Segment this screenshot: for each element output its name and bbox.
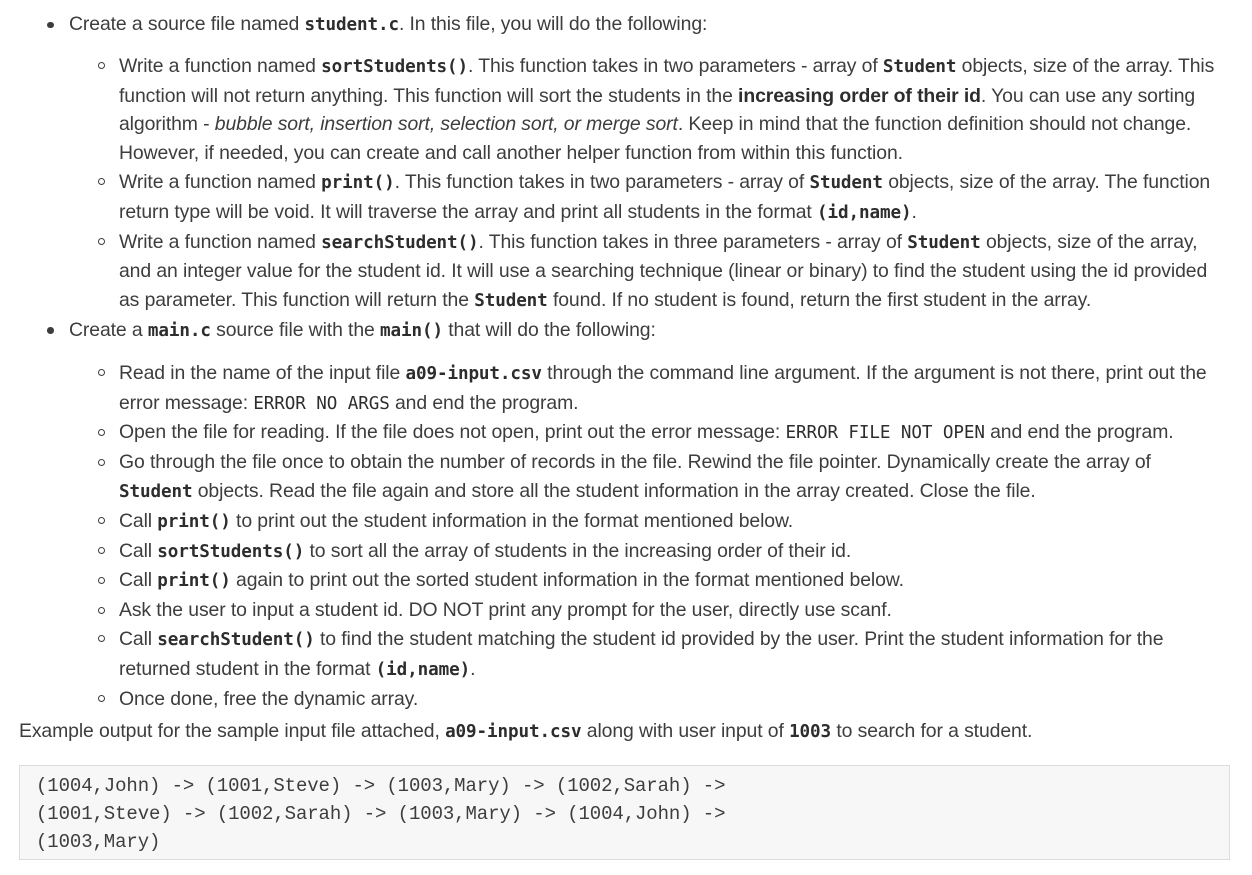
output-line: (1001,Steve) -> (1002,Sarah) -> (1003,Mary) -> (1004,John) -> <box>36 803 726 825</box>
main-list <box>0 10 1252 713</box>
sublist-item-ask-input: Ask the user to input a student id. DO NOT print any prompt for the user, directly use scanf. <box>119 596 1242 625</box>
output-line: (1003,Mary) <box>36 831 161 853</box>
student-c-sublist <box>119 52 1242 316</box>
main-c-sublist <box>119 359 1242 714</box>
sublist-item-read-records: Go through the file once to obtain the number of records in the file. Rewind the file pointer. Dynamically create the array of Student objects. Read the file again and store all the student information in the array created. Close the file. <box>119 448 1242 507</box>
sublist-item-sortstudents: Write a function named sortStudents(). This function takes in two parameters - array of Student objects, size of the array. This function will not return anything. This function will sort the students in the increasing order of their id. You can use any sorting algorithm - bubble sort, insertion sort, selection sort, or merge sort. Keep in mind that the function definition should not change. However, if needed, you can create and call another helper function from within this function. <box>119 52 1242 168</box>
list-item-main-c: Create a main.c source file with the main() that will do the following: Read in the name of the input file a09-input.csv through the command line argument. If the argument is not there, print out the error message: ERROR NO ARGS and end the program. Open the file for reading. If the file does not open, print out the error message: ERROR FILE NOT OPEN and end the program. Go through the file once to obtain the number of records in the file. Rewind the file pointer. Dynamically create the array of Student objects. Read the file again and store all the student information in the array created. Close the file. Call print() to print out the student information in the format mentioned below. Call sortStudents() to sort all the array of students in the increasing order of their id. Call print() again to print out the sorted student information in the format mentioned below. Ask the user to input a student id. DO NOT print any prompt for the user, directly use scanf. Call searchStudent() to find the student matching the student id provided by the user. Print the student information for the returned student in the format (id,name). Once done, free the dynamic array. <box>0 316 1252 713</box>
sublist-item-call-sort: Call sortStudents() to sort all the array of students in the increasing order of their id. <box>119 537 1242 567</box>
sublist-item-searchstudent: Write a function named searchStudent(). This function takes in three parameters - array of Student objects, size of the array, and an integer value for the student id. It will use a searching technique (linear or binary) to find the student using the id provided as parameter. This function will return the Student found. If no student is found, return the first student in the array. <box>119 228 1242 316</box>
example-output-block <box>19 765 1230 860</box>
sublist-item-print: Write a function named print(). This function takes in two parameters - array of Student objects, size of the array. The function return type will be void. It will traverse the array and print all students in the format (id,name). <box>119 168 1242 228</box>
example-description: Example output for the sample input file attached, a09-input.csv along with user input of 1003 to search for a student. <box>19 720 1033 742</box>
sublist-item-free-array: Once done, free the dynamic array. <box>119 685 1242 714</box>
sublist-item-call-print: Call print() to print out the student information in the format mentioned below. <box>119 507 1242 537</box>
sublist-item-open-file: Open the file for reading. If the file does not open, print out the error message: ERROR FILE NOT OPEN and end the program. <box>119 418 1242 448</box>
sublist-item-read-args: Read in the name of the input file a09-input.csv through the command line argument. If the argument is not there, print out the error message: ERROR NO ARGS and end the program. <box>119 359 1242 419</box>
sublist-item-call-search: Call searchStudent() to find the student matching the student id provided by the user. Print the student information for the returned student in the format (id,name). <box>119 625 1242 685</box>
output-line: (1004,John) -> (1001,Steve) -> (1003,Mary) -> (1002,Sarah) -> <box>36 775 726 797</box>
sublist-item-call-print-again: Call print() again to print out the sorted student information in the format mentioned below. <box>119 566 1242 596</box>
list-item-student-c: Create a source file named student.c. In this file, you will do the following: Write a function named sortStudents(). This function takes in two parameters - array of Student objects, size of the array. This function will not return anything. This function will sort the students in the increasing order of their id. You can use any sorting algorithm - bubble sort, insertion sort, selection sort, or merge sort. Keep in mind that the function definition should not change. However, if needed, you can create and call another helper function from within this function. Write a function named print(). This function takes in two parameters - array of Student objects, size of the array. The function return type will be void. It will traverse the array and print all students in the format (id,name). Write a function named searchStudent(). This function takes in three parameters - array of Student objects, size of the array, and an integer value for the student id. It will use a searching technique (linear or binary) to find the student using the id provided as parameter. This function will return the Student found. If no student is found, return the first student in the array. <box>0 10 1252 316</box>
